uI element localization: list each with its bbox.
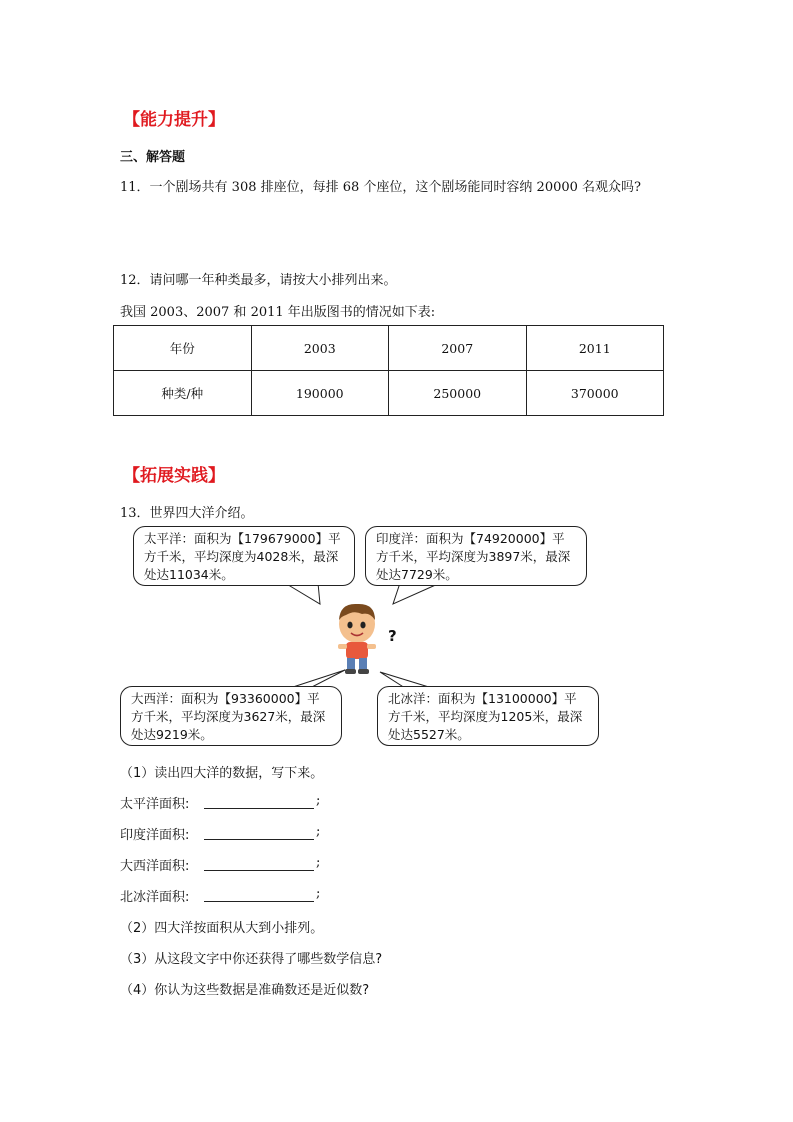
answer-blank-pacific[interactable] xyxy=(204,808,314,809)
tail-pacific xyxy=(285,583,320,604)
boy-illustration-icon xyxy=(332,600,382,676)
answer-label-pacific: 太平洋面积: xyxy=(120,797,190,812)
part-three-title: 三、解答题 xyxy=(120,150,186,165)
table-cell: 2007 xyxy=(389,326,527,371)
answer-end-atlantic: ; xyxy=(316,855,321,870)
sub-question-4: （4）你认为这些数据是准确数还是近似数? xyxy=(120,983,370,998)
question-mark: ? xyxy=(388,627,397,645)
section-heading-ability: 【能力提升】 xyxy=(123,110,225,130)
section-heading-extend: 【拓展实践】 xyxy=(123,466,225,486)
answer-label-arctic: 北冰洋面积: xyxy=(120,890,190,905)
sub-question-3: （3）从这段文字中你还获得了哪些数学信息? xyxy=(120,952,383,967)
bubble-arctic xyxy=(377,686,599,746)
answer-blank-indian[interactable] xyxy=(204,839,314,840)
table-cell: 370000 xyxy=(526,371,664,416)
bubble-pacific-text: 太平洋：面积为【179679000】平方千米，平均深度为4028米，最深处达11034米。 xyxy=(144,531,341,582)
question-13: 13．世界四大洋介绍。 xyxy=(120,506,254,521)
answer-end-indian: ; xyxy=(316,824,321,839)
answer-label-indian: 印度洋面积: xyxy=(120,828,190,843)
bubble-atlantic xyxy=(120,686,342,746)
question-11: 11．一个剧场共有 308 排座位，每排 68 个座位，这个剧场能同时容纳 20000 名观众吗? xyxy=(120,180,642,195)
answer-end-pacific: ; xyxy=(316,793,321,808)
question-12-intro: 我国 2003、2007 和 2011 年出版图书的情况如下表: xyxy=(120,305,436,320)
sub-question-2: （2）四大洋按面积从大到小排列。 xyxy=(120,921,324,936)
bubble-pacific xyxy=(133,526,355,586)
table-cell: 种类/种 xyxy=(114,371,252,416)
bubble-indian xyxy=(365,526,587,586)
answer-blank-arctic[interactable] xyxy=(204,901,314,902)
answer-label-atlantic: 大西洋面积: xyxy=(120,859,190,874)
table-cell: 250000 xyxy=(389,371,527,416)
table-cell: 年份 xyxy=(114,326,252,371)
answer-end-arctic: ; xyxy=(316,886,321,901)
table-cell: 2011 xyxy=(526,326,664,371)
table-cell: 2003 xyxy=(251,326,389,371)
bubble-atlantic-text: 大西洋：面积为【93360000】平方千米，平均深度为3627米，最深处达9219米。 xyxy=(131,691,326,742)
sub-question-1: （1）读出四大洋的数据，写下来。 xyxy=(120,766,324,781)
bubble-arctic-text: 北冰洋：面积为【13100000】平方千米，平均深度为1205米，最深处达5527米。 xyxy=(388,691,583,742)
tail-indian xyxy=(393,583,440,604)
question-12: 12．请问哪一年种类最多，请按大小排列出来。 xyxy=(120,273,397,288)
bubble-indian-text: 印度洋：面积为【74920000】平方千米，平均深度为3897米，最深处达7729米。 xyxy=(376,531,571,582)
table-cell: 190000 xyxy=(251,371,389,416)
answer-blank-atlantic[interactable] xyxy=(204,870,314,871)
